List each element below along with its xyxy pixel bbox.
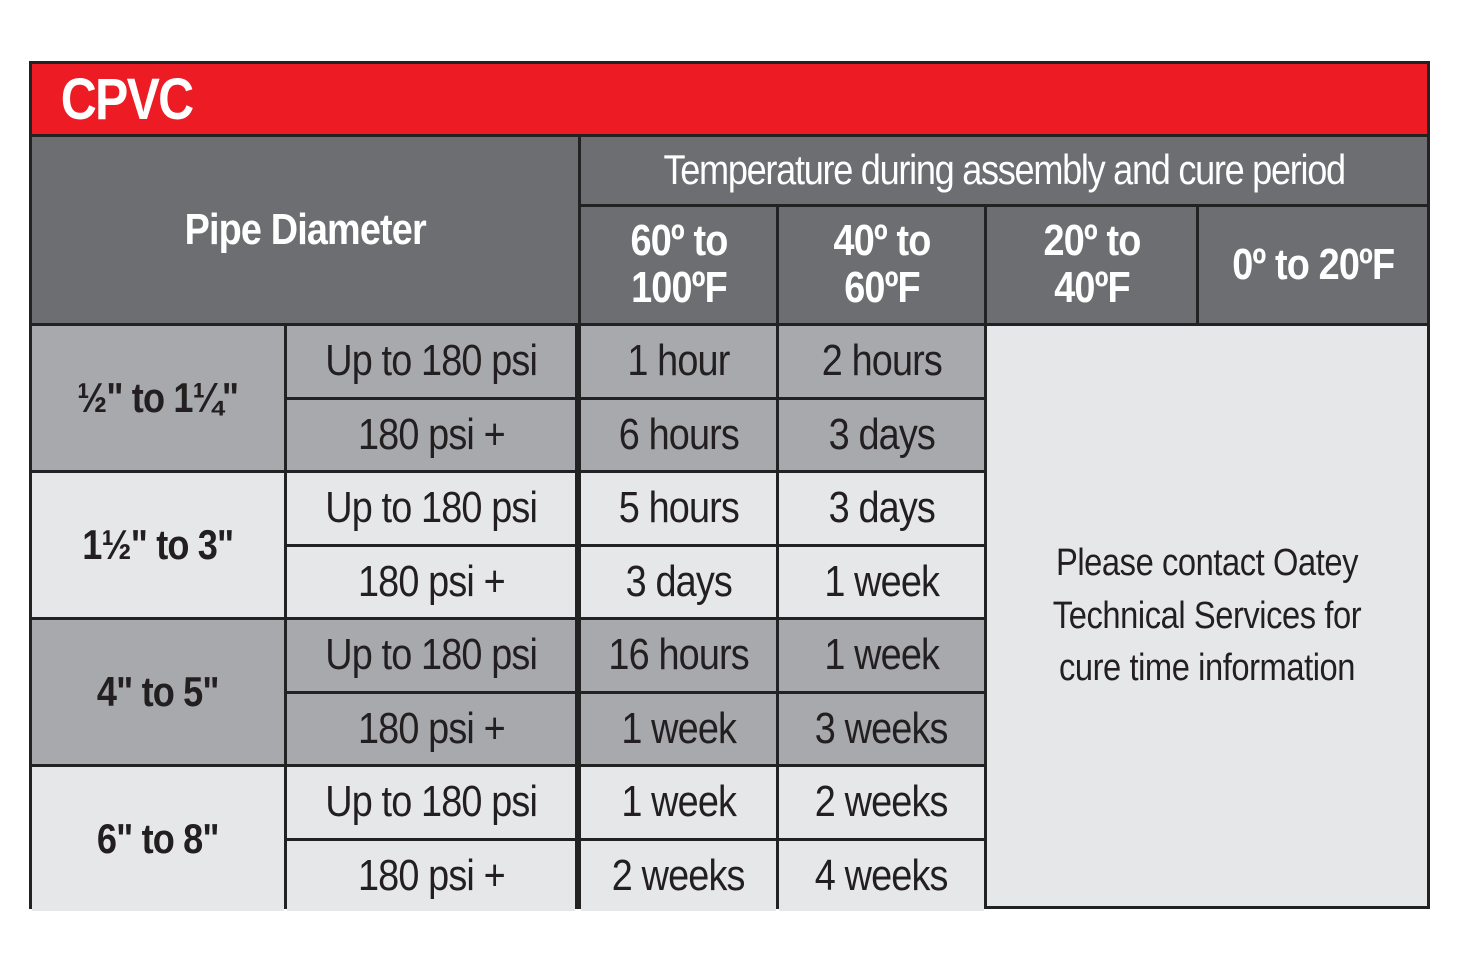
cure-time-cell: [779, 326, 984, 397]
cure-time-cell-text: 6 hours: [618, 409, 739, 459]
pressure-cell: [287, 400, 575, 471]
pressure-cell: [287, 767, 575, 838]
temp-header-60-100: 60º to 100ºF: [581, 207, 776, 323]
table-title: CPVC: [32, 64, 1427, 134]
pipe-diameter-header: Pipe Diameter: [32, 137, 578, 323]
cure-time-cell: [581, 473, 776, 544]
pipe-size-cell: [32, 767, 284, 911]
pressure-cell-text: Up to 180 psi: [325, 777, 537, 827]
cure-time-cell: [581, 400, 776, 471]
pressure-cell-text: Up to 180 psi: [325, 630, 537, 680]
cure-time-cell: [779, 841, 984, 912]
temperature-group-header: Temperature during assembly and cure period: [581, 137, 1427, 204]
cure-time-cell: [779, 620, 984, 691]
cure-time-cell: [779, 767, 984, 838]
pressure-cell: [287, 326, 575, 397]
cure-time-cell: [581, 620, 776, 691]
cure-time-cell-text: 1 hour: [627, 336, 730, 386]
pipe-size-cell-text: ½" to 1¼": [77, 374, 239, 421]
pressure-cell: [287, 620, 575, 691]
pressure-cell-text: 180 psi +: [357, 850, 505, 900]
cure-time-cell-text: 2 weeks: [612, 850, 745, 900]
cure-time-cell-text: 3 days: [828, 409, 935, 459]
cure-time-cell: [581, 767, 776, 838]
cure-time-cell-text: 5 hours: [618, 483, 739, 533]
cure-time-cell-text: 1 week: [824, 630, 939, 680]
cure-time-cell: [581, 326, 776, 397]
cure-time-table: [29, 61, 1430, 909]
pressure-cell-text: 180 psi +: [357, 703, 505, 753]
pipe-size-cell: [32, 473, 284, 617]
cure-time-cell: [779, 694, 984, 765]
temp-header-0-20: 0º to 20ºF: [1199, 207, 1427, 323]
pressure-cell: [287, 841, 575, 912]
pressure-cell: [287, 547, 575, 618]
cure-time-cell-text: 3 days: [828, 483, 935, 533]
temp-header-20-40: 20º to 40ºF: [987, 207, 1196, 323]
cure-time-cell: [779, 400, 984, 471]
pressure-cell-text: Up to 180 psi: [325, 336, 537, 386]
cure-time-cell-text: 1 week: [621, 703, 736, 753]
cure-time-cell-text: 4 weeks: [815, 850, 948, 900]
contact-note: Please contact Oatey Technical Services for cure time information: [987, 326, 1427, 906]
pressure-cell: [287, 473, 575, 544]
pressure-cell-text: 180 psi +: [357, 556, 505, 606]
pipe-size-cell: [32, 620, 284, 764]
pipe-size-cell-text: 6" to 8": [97, 815, 219, 862]
pipe-size-cell: [32, 326, 284, 470]
temp-header-40-60: 40º to 60ºF: [779, 207, 984, 323]
pressure-cell-text: 180 psi +: [357, 409, 505, 459]
cure-time-cell-text: 2 weeks: [815, 777, 948, 827]
cure-time-cell-text: 2 hours: [821, 336, 942, 386]
cure-time-cell: [581, 547, 776, 618]
cure-time-cell-text: 3 days: [625, 556, 732, 606]
cure-time-cell-text: 1 week: [824, 556, 939, 606]
pressure-cell-text: Up to 180 psi: [325, 483, 537, 533]
cure-time-cell: [581, 694, 776, 765]
cure-time-cell: [581, 841, 776, 912]
cure-time-cell-text: 1 week: [621, 777, 736, 827]
pipe-size-cell-text: 1½" to 3": [82, 521, 234, 568]
pipe-size-cell-text: 4" to 5": [97, 668, 219, 715]
cure-time-cell: [779, 473, 984, 544]
cure-time-cell-text: 16 hours: [608, 630, 749, 680]
cure-time-cell-text: 3 weeks: [815, 703, 948, 753]
cure-time-cell: [779, 547, 984, 618]
pressure-cell: [287, 694, 575, 765]
